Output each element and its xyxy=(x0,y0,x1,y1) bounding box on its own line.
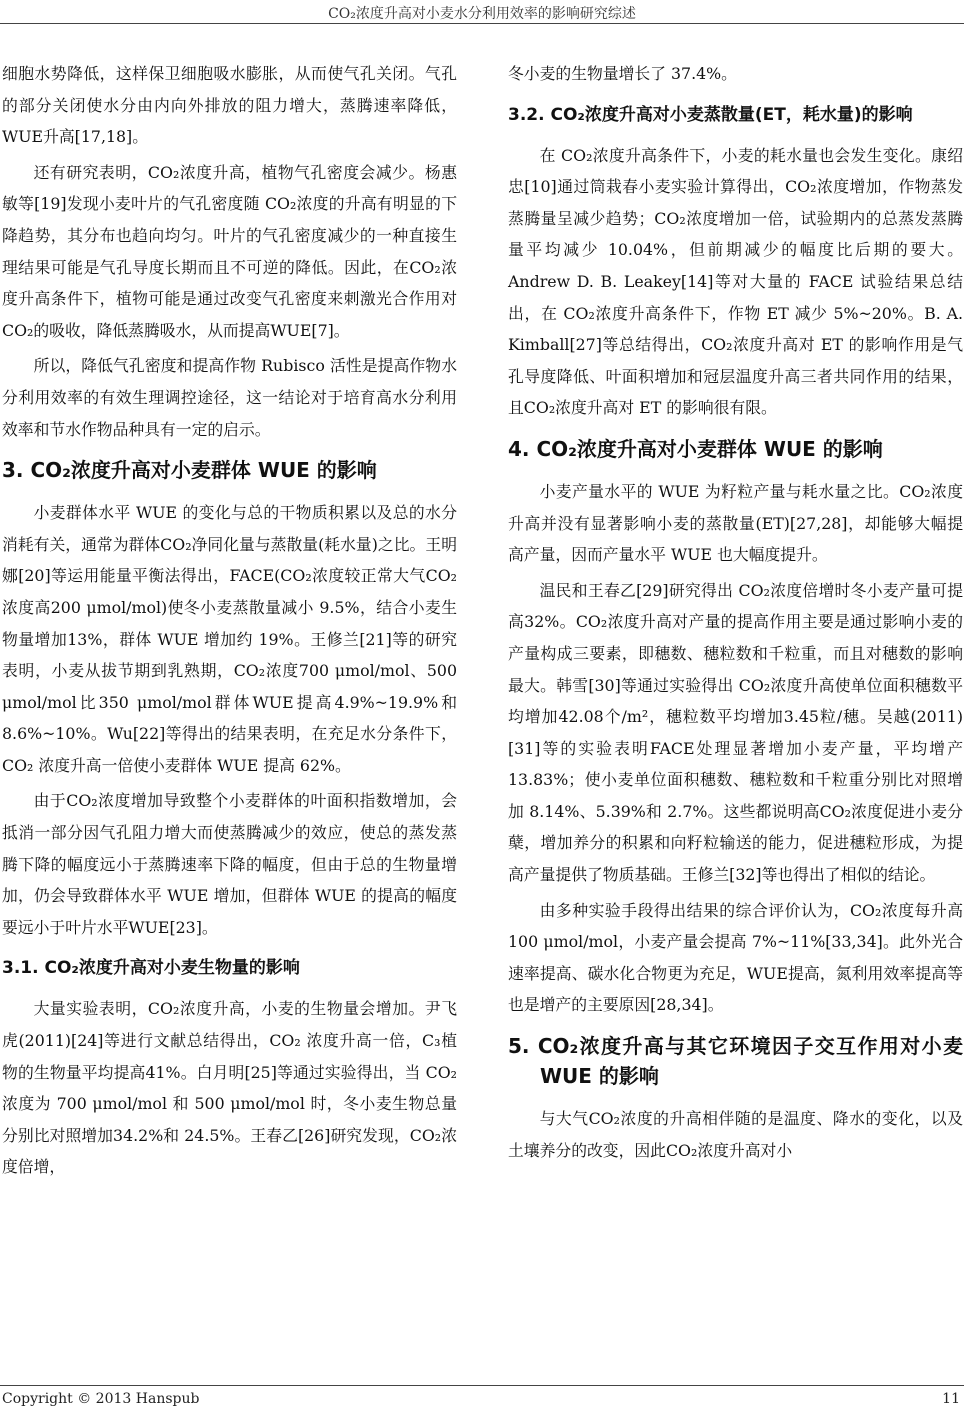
right-paragraph-2: 在 CO₂浓度升高条件下，小麦的耗水量也会发生变化。康绍忠[10]通过筒栽春小麦实验计算得出，CO₂浓度增加，作物蒸发蒸腾量呈减少趋势；CO₂浓度增加一倍，试验期内的总蒸发蒸腾量平均减少 10.04%，但前期减少的幅度比后期的要大。Andrew D. B. Leakey[14]等对大量的 FACE 试验结果总结出，在 CO₂浓度升高条件下，作物 ET 减少 5%~20%。B. A. Kimball[27]等总结得出，CO₂浓度升高对 ET 的影响作用是气孔导度降低、叶面积增加和冠层温度升高三者共同作用的结果，且CO₂浓度升高对 ET 的影响很有限。 xyxy=(508,145,963,418)
left-paragraph-5: 由于CO₂浓度增加导致整个小麦群体的叶面积指数增加，会抵消一部分因气孔阻力增大而使蒸腾减少的效应，使总的蒸发蒸腾下降的幅度远小于蒸腾速率下降的幅度，但由于总的生物量增加，仍会导致群体水平 WUE 增加，但群体 WUE 的提高的幅度要远小于叶片水平WUE[23]。 xyxy=(2,791,457,937)
right-paragraph-1: 冬小麦的生物量增长了 37.4%。 xyxy=(508,64,737,83)
header-rule xyxy=(0,23,964,24)
left-paragraph-1: 细胞水势降低，这样保卫细胞吸水膨胀，从而使气孔关闭。气孔的部分关闭使水分由内向外排放的阻力增大，蒸腾速率降低，WUE升高[17,18]。 xyxy=(2,64,457,147)
right-paragraph-4: 温民和王春乙[29]研究得出 CO₂浓度倍增时冬小麦产量可提高32%。CO₂浓度升高对产量的提高作用主要是通过影响小麦的产量构成三要素，即穗数、穗粒数和千粒重，而且对穗数的影响最大。韩雪[30]等通过实验得出 CO₂浓度升高使单位面积穗数平均增加42.08个/m²，穗粒数平均增加3.45粒/穗。吴越(2011)[31]等的实验表明FACE处理显著增加小麦产量，平均增产 13.83%；使小麦单位面积穗数、穗粒数和千粒重分别比对照增加 8.14%、5.39%和 2.7%。这些都说明高CO₂浓度促进小麦分蘖，增加养分的积累和向籽粒输送的能力，促进穗粒形成，为提高产量提供了物质基础。王修兰[32]等也得出了相似的结论。 xyxy=(508,580,963,885)
left-column xyxy=(2,58,457,1187)
right-paragraph-6: 与大气CO₂浓度的升高相伴随的是温度、降水的变化，以及土壤养分的改变，因此CO₂浓度升高对小 xyxy=(508,1109,963,1160)
section-3-2-heading: 3.2. CO₂浓度升高对小麦蒸散量(ET，耗水量)的影响 xyxy=(508,104,913,125)
footer-rule xyxy=(0,1385,964,1386)
right-paragraph-5: 由多种实验手段得出结果的综合评价认为，CO₂浓度每升高 100 μmol/mol，小麦产量会提高 7%~11%[33,34]。此外光合速率提高、碳水化合物更为充足，WUE提高，氮利用效率提高等也是增产的主要原因[28,34]。 xyxy=(508,900,963,1015)
right-paragraph-3: 小麦产量水平的 WUE 为籽粒产量与耗水量之比。CO₂浓度升高并没有显著影响小麦的蒸散量(ET)[27,28]，却能够大幅提高产量，因而产量水平 WUE 也大幅度提升。 xyxy=(508,481,963,565)
copyright-notice: Copyright © 2013 Hanspub xyxy=(2,1391,200,1407)
section-5-heading: 5. CO₂浓度升高与其它环境因子交互作用对小麦 WUE 的影响 xyxy=(508,1034,963,1089)
page-number: 11 xyxy=(942,1391,960,1407)
left-paragraph-3: 所以，降低气孔密度和提高作物 Rubisco 活性是提高作物水分利用效率的有效生理调控途径，这一结论对于培育高水分利用效率和节水作物品种具有一定的启示。 xyxy=(2,356,457,439)
section-3-heading: 3. CO₂浓度升高对小麦群体 WUE 的影响 xyxy=(2,458,377,483)
section-3-1-heading: 3.1. CO₂浓度升高对小麦生物量的影响 xyxy=(2,958,300,979)
left-paragraph-4: 小麦群体水平 WUE 的变化与总的干物质积累以及总的水分消耗有关，通常为群体CO₂净同化量与蒸散量(耗水量)之比。王明娜[20]等运用能量平衡法得出，FACE(CO₂浓度较正常大气CO₂浓度高200 μmol/mol)使冬小麦蒸散量减小 9.5%，结合小麦生物量增加13%，群体 WUE 增加约 19%。王修兰[21]等的研究表明，小麦从拔节期到乳熟期，CO₂浓度700 μmol/mol、500 μmol/mol比350 μmol/mol群体WUE提高4.9%~19.9%和 8.6%~10%。Wu[22]等得出的结果表明，在充足水分条件下，CO₂ 浓度升高一倍使小麦群体 WUE 提高 62%。 xyxy=(2,503,457,775)
running-title: CO₂浓度升高对小麦水分利用效率的影响研究综述 xyxy=(328,6,636,22)
section-4-heading: 4. CO₂浓度升高对小麦群体 WUE 的影响 xyxy=(508,436,883,461)
right-column xyxy=(508,58,963,1170)
left-paragraph-2: 还有研究表明，CO₂浓度升高，植物气孔密度会减少。杨惠敏等[19]发现小麦叶片的气孔密度随 CO₂浓度的升高有明显的下降趋势，其分布也趋向均匀。叶片的气孔密度减少的一种直接生理结果可能是气孔导度长期而且不可逆的降低。因此，在CO₂浓度升高条件下，植物可能是通过改变气孔密度来刺激光合作用对CO₂的吸收，降低蒸腾吸水，从而提高WUE[7]。 xyxy=(2,162,457,340)
left-paragraph-6: 大量实验表明，CO₂浓度升高，小麦的生物量会增加。尹飞虎(2011)[24]等进行文献总结得出，CO₂ 浓度升高一倍，C₃植物的生物量平均提高41%。白月明[25]等通过实验得出，当 CO₂浓度为 700 μmol/mol 和 500 μmol/mol 时，冬小麦生物总量分别比对照增加34.2%和 24.5%。王春乙[26]研究发现，CO₂浓度倍增， xyxy=(2,999,457,1177)
